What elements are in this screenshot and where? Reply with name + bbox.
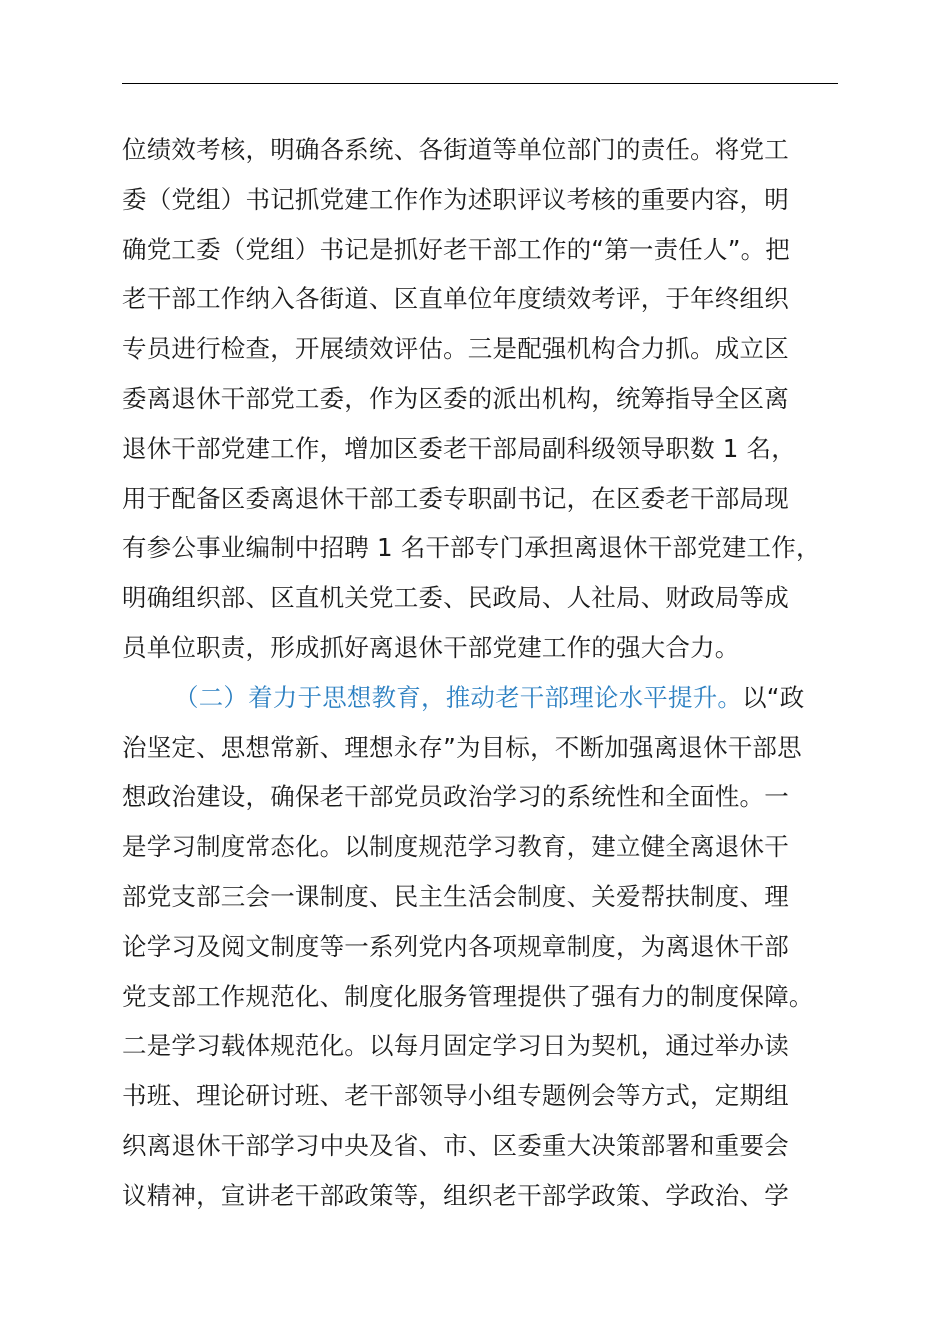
text-line: 想政治建设，确保老干部党员政治学习的系统性和全面性。一: [122, 782, 789, 812]
text-line: 用于配备区委离退休干部工委专职副书记，在区委老干部局现: [122, 483, 789, 513]
text-line: 明确组织部、区直机关党工委、民政局、人社局、财政局等成: [122, 583, 789, 613]
header-rule: [122, 83, 838, 84]
text-line: 书班、理论研讨班、老干部领导小组专题例会等方式，定期组: [122, 1081, 789, 1111]
text-line: 织离退休干部学习中央及省、市、区委重大决策部署和重要会: [122, 1130, 789, 1160]
text-line: 治坚定、思想常新、理想永存”为目标，不断加强离退休干部思: [122, 732, 802, 762]
heading-line-continuation: 以“政: [742, 682, 805, 712]
text-line: 二是学习载体规范化。以每月固定学习日为契机，通过举办读: [122, 1031, 789, 1061]
text-line: 老干部工作纳入各街道、区直单位年度绩效考评，于年终组织: [122, 284, 789, 314]
text-line: 专员进行检查，开展绩效评估。三是配强机构合力抓。成立区: [122, 334, 789, 364]
text-line: 确党工委（党组）书记是抓好老干部工作的“第一责任人”。把: [122, 234, 790, 264]
section-heading: （二）着力于思想教育，推动老干部理论水平提升。: [174, 682, 743, 712]
text-line: 议精神，宣讲老干部政策等，组织老干部学政策、学政治、学: [122, 1180, 789, 1210]
text-line: 论学习及阅文制度等一系列党内各项规章制度，为离退休干部: [122, 931, 789, 961]
text-line: 员单位职责，形成抓好离退休干部党建工作的强大合力。: [122, 632, 740, 662]
text-line: 是学习制度常态化。以制度规范学习教育，建立健全离退休干: [122, 832, 789, 862]
text-line: 委离退休干部党工委，作为区委的派出机构，统筹指导全区离: [122, 383, 789, 413]
text-line: 位绩效考核，明确各系统、各街道等单位部门的责任。将党工: [122, 135, 789, 164]
section-heading-line: [122, 673, 842, 723]
text-line: 部党支部三会一课制度、民主生活会制度、关爱帮扶制度、理: [122, 881, 789, 911]
text-line: 党支部工作规范化、制度化服务管理提供了强有力的制度保障。: [122, 981, 814, 1011]
text-line: 委（党组）书记抓党建工作作为述职评议考核的重要内容，明: [122, 184, 789, 214]
document-body: [122, 125, 842, 1221]
text-line: 退休干部党建工作，增加区委老干部局副科级领导职数 1 名，: [122, 433, 796, 463]
text-line: 有参公事业编制中招聘 1 名干部专门承担离退休干部党建工作，: [122, 533, 821, 563]
